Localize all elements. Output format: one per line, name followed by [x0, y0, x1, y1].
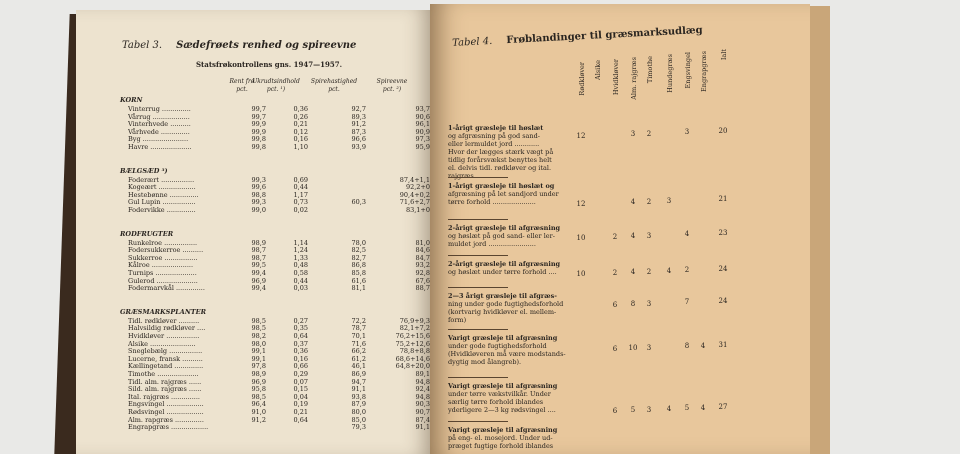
cell-value: 93,2 — [415, 261, 430, 270]
mixture-line: form) — [448, 316, 467, 324]
mixture-value: 4 — [700, 341, 706, 350]
cell-value: 46,1 — [351, 362, 366, 371]
cell-value: 76,2+15,6 — [395, 332, 430, 340]
cell-value: 93,9 — [351, 143, 366, 151]
cell-value: 99,8 — [251, 143, 266, 151]
cell-value: 82,7 — [351, 253, 366, 262]
cell-value: 90,9 — [415, 127, 430, 136]
cell-value: 68,6+14,6 — [395, 354, 430, 363]
row-name: Hestebønne .............. — [128, 190, 199, 199]
row-name: Vinterrug .............. — [128, 105, 191, 113]
cell-value: 96,9 — [251, 276, 266, 285]
cell-value: 99,7 — [251, 105, 266, 113]
mixture-value: 8 — [684, 342, 690, 351]
column-header — [306, 78, 362, 94]
cell-value: 98,5 — [251, 316, 266, 325]
row-name: Runkelroe ................ — [128, 238, 198, 247]
cell-value: 98,5 — [251, 324, 266, 333]
column-header-vertical: Engrapgræs — [700, 50, 708, 92]
mixture-line: tidlig forårsvækst benyttes helt — [448, 156, 552, 164]
mixture-value: 8 — [630, 300, 636, 309]
cell-value: 82,1+7,2 — [399, 324, 430, 333]
mixture-value: 27 — [718, 403, 728, 412]
row-name: Sneglebælg ................ — [128, 347, 203, 356]
cell-value: 99,3 — [251, 198, 266, 207]
cell-value: 0,04 — [293, 392, 308, 401]
cell-value: 88,7 — [415, 284, 430, 293]
cell-value: 72,2 — [351, 316, 366, 325]
mixture-line: (kortvarig hvidkløver el. mellem- — [448, 308, 557, 316]
column-header-line: pct. ¹) — [266, 86, 286, 93]
cell-value: 90,4+0,2 — [399, 190, 430, 199]
column-header-vertical: Timothe — [646, 55, 654, 83]
cell-value: 99,9 — [251, 120, 266, 129]
column-header-vertical: Rødkløver — [578, 62, 586, 96]
mixture-value: 10 — [576, 270, 586, 278]
mixture-line: (Hvidkløveren må være modstands- — [448, 350, 566, 358]
mixture-line: Varigt græsleje til afgræsning — [448, 334, 558, 342]
cell-value: 0,58 — [293, 269, 308, 277]
cell-value: 94,7 — [351, 377, 366, 386]
mixture-value: 3 — [684, 128, 690, 137]
mixture-value: 7 — [684, 298, 690, 307]
cell-value: 84,7 — [415, 253, 430, 262]
mixture-value: 10 — [628, 344, 638, 353]
table3-label: Tabel 3. — [122, 40, 163, 51]
table3-title-text: Sædefrøets renhed og spireevne — [176, 40, 357, 51]
mixture-line: muldet jord ....................... — [448, 240, 536, 248]
column-header-line: pct. ²) — [382, 86, 402, 93]
cell-value: 86,9 — [351, 370, 366, 378]
row-name: Fodermarvkål .............. — [128, 284, 205, 293]
row-name: Havre .................... — [128, 143, 192, 151]
mixture-line: særlig tørre forhold iblandes — [448, 398, 544, 406]
cell-value: 98,2 — [251, 332, 266, 340]
cell-value: 96,9 — [251, 377, 266, 386]
cell-value: 0,27 — [293, 316, 308, 325]
cell-value: 96,1 — [415, 120, 430, 129]
cell-value: 76,9+9,3 — [399, 316, 430, 325]
cell-value: 99,4 — [251, 269, 266, 277]
cell-value: 94,8 — [415, 377, 430, 386]
cell-value: 78,7 — [351, 324, 366, 333]
mixture-line: under tørre vækstvilkår. Under — [448, 390, 551, 398]
cell-value: 84,6 — [415, 246, 430, 255]
cell-value: 92,2+0 — [405, 183, 430, 192]
cell-value: 66,2 — [351, 347, 366, 356]
cell-value: 86,8 — [351, 261, 366, 270]
row-name: Foderært ................ — [128, 175, 195, 184]
row-name: Lucerne, fransk .......... — [128, 354, 203, 363]
row-name: Turnips .................... — [128, 269, 197, 277]
cell-value: 98,7 — [251, 253, 266, 262]
mixture-line: Varigt græsleje til afgræsning — [448, 426, 558, 434]
mixture-line: 1-årigt græsleje til høslæt — [448, 124, 544, 132]
cell-value: 82,5 — [351, 246, 366, 255]
mixture-line: yderligere 2—3 kg rødsvingel .... — [448, 406, 556, 414]
divider — [448, 329, 508, 330]
mixture-line: rajgræs. — [448, 172, 476, 180]
divider — [448, 255, 508, 256]
row-name: Timothe .................... — [128, 370, 199, 378]
mixture-line: og høslæt på god sand- eller ler- — [448, 232, 555, 240]
mixture-line: under gode fugtighedsforhold — [448, 342, 547, 350]
mixture-value: 20 — [718, 127, 728, 136]
mixture-value: 21 — [718, 195, 728, 204]
cell-value: 80,0 — [351, 408, 366, 416]
mixture-value: 2 — [612, 232, 618, 241]
cell-value: 0,73 — [293, 198, 308, 207]
cell-value: 97,3 — [415, 135, 430, 144]
cell-value: 93,8 — [351, 392, 366, 401]
cell-value: 90,3 — [415, 400, 430, 409]
cell-value: 0,64 — [293, 332, 308, 340]
table4-label: Tabel 4. — [452, 35, 493, 49]
divider — [448, 219, 508, 220]
cell-value: 0,21 — [293, 120, 308, 129]
row-name: Gulerod .................... — [128, 276, 198, 285]
mixture-value: 4 — [630, 198, 636, 207]
row-name: Gul Lupin ................ — [128, 198, 196, 207]
section-heading: GRÆSMARKSPLANTER — [120, 307, 206, 316]
column-header-line: Spireevne — [376, 78, 408, 85]
mixture-value: 3 — [666, 197, 672, 205]
left-page — [76, 10, 432, 454]
mixture-value: 4 — [700, 403, 706, 412]
column-header-line: Ukrudtsindhold — [252, 78, 300, 85]
cell-value: 78,8+8,8 — [399, 347, 430, 356]
cell-value: 60,3 — [351, 198, 366, 207]
mixture-value: 23 — [718, 229, 728, 238]
row-name: Engsvingel .................. — [128, 400, 204, 409]
column-header — [364, 78, 420, 94]
cell-value: 0,02 — [293, 206, 308, 214]
cell-value: 98,0 — [251, 339, 266, 348]
cell-value: 0,36 — [293, 105, 308, 113]
mixture-value: 5 — [630, 406, 636, 415]
mixture-value: 4 — [684, 230, 690, 239]
row-name: Engrapgræs .................. — [128, 423, 209, 432]
column-header-line: Spirehastighed — [310, 78, 358, 85]
cell-value: 0,44 — [293, 276, 308, 285]
row-name: Alsike ...................... — [128, 339, 196, 348]
mixture-description — [448, 292, 588, 324]
cell-value: 70,1 — [351, 332, 366, 340]
cell-value: 0,36 — [293, 347, 308, 356]
cell-value: 99,4 — [251, 284, 266, 293]
cell-value: 1,24 — [293, 246, 308, 255]
cell-value: 1,17 — [293, 190, 308, 199]
cell-value: 0,66 — [293, 362, 308, 371]
cell-value: 87,3 — [351, 127, 366, 136]
row-name: Vårrug .................. — [128, 112, 190, 121]
cell-value: 99,8 — [251, 135, 266, 144]
cell-value: 0,69 — [293, 175, 308, 184]
mixture-line: og afgræsning på god sand- — [448, 132, 540, 140]
cell-value: 99,3 — [251, 175, 266, 184]
row-name: Vårhvede .............. — [128, 127, 190, 136]
cell-value: 90,6 — [415, 112, 430, 121]
mixture-value: 10 — [576, 234, 586, 242]
cell-value: 96,6 — [351, 135, 366, 144]
cell-value: 0,21 — [293, 408, 308, 416]
cell-value: 91,2 — [351, 120, 366, 129]
mixture-value: 4 — [630, 268, 636, 277]
mixture-line: 2-årigt græsleje til afgræsning — [448, 260, 561, 268]
mixture-value: 6 — [612, 406, 618, 415]
cell-value: 92,7 — [351, 105, 366, 113]
cell-value: 96,4 — [251, 400, 266, 409]
column-header-vertical: Hvidkløver — [612, 58, 620, 95]
cell-value: 87,9 — [351, 400, 366, 409]
mixture-value: 12 — [576, 132, 586, 140]
cell-value: 0,16 — [293, 135, 308, 144]
cell-value: 0,37 — [293, 339, 308, 348]
cell-value: 81,1 — [351, 284, 366, 293]
cell-value: 99,6 — [251, 183, 266, 192]
cell-value: 91,1 — [415, 423, 430, 432]
mixture-value: 3 — [630, 130, 636, 139]
cell-value: 97,8 — [251, 362, 266, 371]
mixture-line: og høslæt under tørre forhold .... — [448, 268, 557, 276]
mixture-value: 6 — [612, 344, 618, 353]
mixture-value: 24 — [718, 297, 728, 306]
mixture-value: 12 — [576, 200, 586, 208]
cell-value: 0,29 — [293, 370, 308, 378]
mixture-line: dygtig mod ålangreb). — [448, 358, 522, 366]
mixture-value: 3 — [646, 405, 652, 414]
table4-title-text: Frøblandinger til græsmarksudlæg — [506, 24, 703, 47]
cell-value: 87,4+1,1 — [399, 175, 430, 184]
section-heading: KORN — [120, 96, 143, 104]
mixture-description — [448, 426, 588, 450]
row-name: Tidl. rødkløver .......... — [128, 316, 200, 325]
row-name: Kogeært .................. — [128, 183, 196, 192]
divider — [448, 421, 508, 422]
table4-title — [452, 25, 703, 49]
mixture-line: afgræsning på let sandjord under — [448, 190, 559, 198]
cell-value: 0,64 — [293, 415, 308, 424]
table3-subtitle: Statsfrøkontrollens gns. 1947—1957. — [196, 60, 343, 69]
cell-value: 0,19 — [293, 400, 308, 409]
mixture-description — [448, 224, 588, 248]
mixture-value: 2 — [646, 267, 652, 276]
column-header-vertical: Hundegræs — [666, 54, 674, 93]
cell-value: 89,3 — [351, 112, 366, 121]
mixture-value: 24 — [718, 265, 728, 274]
mixture-description — [448, 334, 588, 366]
cell-value: 89,1 — [415, 370, 430, 378]
cell-value: 98,7 — [251, 246, 266, 255]
cell-value: 98,5 — [251, 392, 266, 401]
mixture-value: 3 — [646, 343, 652, 352]
mixture-value: 3 — [646, 231, 652, 240]
cell-value: 0,44 — [293, 183, 308, 192]
cell-value: 91,2 — [251, 415, 266, 424]
cell-value: 71,6+2,7 — [399, 198, 430, 207]
cell-value: 98,9 — [251, 370, 266, 378]
row-name: Fodersukkerroe .......... — [128, 246, 204, 255]
cell-value: 83,1+0 — [405, 206, 430, 214]
row-name: Sukkerroe ................ — [128, 253, 198, 262]
section-heading: RODFRUGTER — [120, 229, 174, 238]
cell-value: 79,3 — [351, 423, 366, 432]
cell-value: 0,48 — [293, 261, 308, 270]
mixture-value: 2 — [684, 266, 690, 275]
column-header-vertical: Engsvingel — [684, 52, 692, 89]
section-heading: BÆLGSÆD ³) — [120, 166, 168, 175]
cell-value: 94,8 — [415, 392, 430, 401]
row-name: Alm. rapgræs .............. — [128, 415, 204, 424]
cell-value: 61,6 — [351, 276, 366, 285]
cell-value: 99,1 — [251, 347, 266, 356]
mixture-value: 31 — [718, 341, 728, 350]
mixture-value: 4 — [630, 232, 636, 241]
cell-value: 0,16 — [293, 354, 308, 363]
row-name: Halvsildig rødkløver .... — [128, 324, 206, 333]
mixture-value: 6 — [612, 300, 618, 309]
cell-value: 99,7 — [251, 112, 266, 121]
right-page — [430, 4, 810, 454]
mixture-value: 4 — [666, 405, 672, 413]
cell-value: 90,7 — [415, 408, 430, 416]
cell-value: 0,15 — [293, 385, 308, 394]
cell-value: 91,0 — [251, 408, 266, 416]
column-header-line: pct. — [328, 86, 340, 93]
mixture-value: 2 — [646, 197, 652, 206]
cell-value: 91,1 — [351, 385, 366, 394]
cell-value: 0,03 — [293, 284, 308, 293]
column-header-vertical: Alm. rajgræs — [630, 57, 638, 100]
row-name: Fodervikke .............. — [128, 206, 196, 214]
mixture-description — [448, 182, 588, 206]
column-header-vertical: Ialt — [720, 49, 728, 61]
mixture-line: 1-årigt græsleje til høslæt og — [448, 182, 555, 190]
cell-value: 0,26 — [293, 112, 308, 121]
cell-value: 0,12 — [293, 127, 308, 136]
divider — [448, 177, 508, 178]
mixture-value: 4 — [666, 267, 672, 275]
mixture-line: 2—3 årigt græsleje til afgræs- — [448, 292, 557, 300]
cell-value: 85,8 — [351, 269, 366, 277]
divider — [448, 287, 508, 288]
mixture-line: Hvor der lægges stærk vægt på — [448, 148, 554, 156]
cell-value: 99,0 — [251, 206, 266, 214]
cell-value: 75,2+12,6 — [395, 339, 430, 348]
cell-value: 92,4 — [415, 385, 430, 394]
mixture-description — [448, 260, 588, 276]
column-header-line: pct. — [236, 86, 248, 93]
cell-value: 67,6 — [415, 276, 430, 285]
mixture-value: 2 — [612, 268, 618, 277]
mixture-line: tørre forhold ..................... — [448, 198, 536, 206]
cell-value: 0,07 — [293, 377, 308, 386]
row-name: Tidl. alm. rajgræs ...... — [128, 377, 202, 386]
mixture-line: Varigt græsleje til afgræsning — [448, 382, 558, 390]
cell-value: 85,0 — [351, 415, 366, 424]
mixture-line: el. delvis tidl. rødkløver og ital. — [448, 164, 552, 172]
mixture-value: 5 — [684, 404, 690, 413]
cell-value: 95,8 — [251, 385, 266, 394]
row-name: Ital. rajgræs .............. — [128, 392, 200, 401]
cell-value: 99,5 — [251, 261, 266, 270]
cell-value: 92,8 — [415, 269, 430, 277]
mixture-description — [448, 382, 588, 414]
mixture-line: præget fugtige forhold iblandes — [448, 442, 554, 450]
mixture-description — [448, 124, 588, 180]
column-header — [248, 78, 304, 94]
column-header-vertical: Alsike — [594, 60, 602, 81]
row-name: Rødsvingel .................. — [128, 408, 204, 416]
table3-title — [122, 40, 356, 51]
mixture-line: 2-årigt græsleje til afgræsning — [448, 224, 561, 232]
cell-value: 81,0 — [415, 238, 430, 247]
mixture-value: 3 — [646, 299, 652, 308]
cell-value: 64,8+20,0 — [395, 362, 430, 371]
cell-value: 99,1 — [251, 354, 266, 363]
cell-value: 99,9 — [251, 127, 266, 136]
divider — [448, 377, 508, 378]
cell-value: 71,6 — [351, 339, 366, 348]
mixture-value: 2 — [646, 129, 652, 138]
cell-value: 61,2 — [351, 354, 366, 363]
cell-value: 78,0 — [351, 238, 366, 247]
cell-value: 1,33 — [293, 253, 308, 262]
mixture-line: eller lermuldet jord ............ — [448, 140, 540, 148]
cell-value: 98,9 — [251, 238, 266, 247]
cell-value: 98,8 — [251, 190, 266, 199]
row-name: Kålroe .................... — [128, 261, 194, 270]
mixture-line: ning under gode fugtighedsforhold — [448, 300, 564, 308]
row-name: Sild. alm. rajgræs ...... — [128, 385, 202, 394]
column-header-line: Rent frø — [229, 78, 255, 85]
cell-value: 87,4 — [415, 415, 430, 424]
cell-value: 1,14 — [293, 238, 308, 247]
row-name: Kællingetand .............. — [128, 362, 204, 371]
row-name: Hvidkløver ................ — [128, 332, 200, 340]
mixture-line: på eng- el. mosejord. Under ud- — [448, 434, 553, 442]
row-name: Vinterhvede .......... — [128, 120, 191, 129]
row-name: Byg ...................... — [128, 135, 189, 144]
cell-value: 0,35 — [293, 324, 308, 333]
cell-value: 95,9 — [415, 143, 430, 151]
cell-value: 93,7 — [415, 105, 430, 113]
cell-value: 1,10 — [293, 143, 308, 151]
